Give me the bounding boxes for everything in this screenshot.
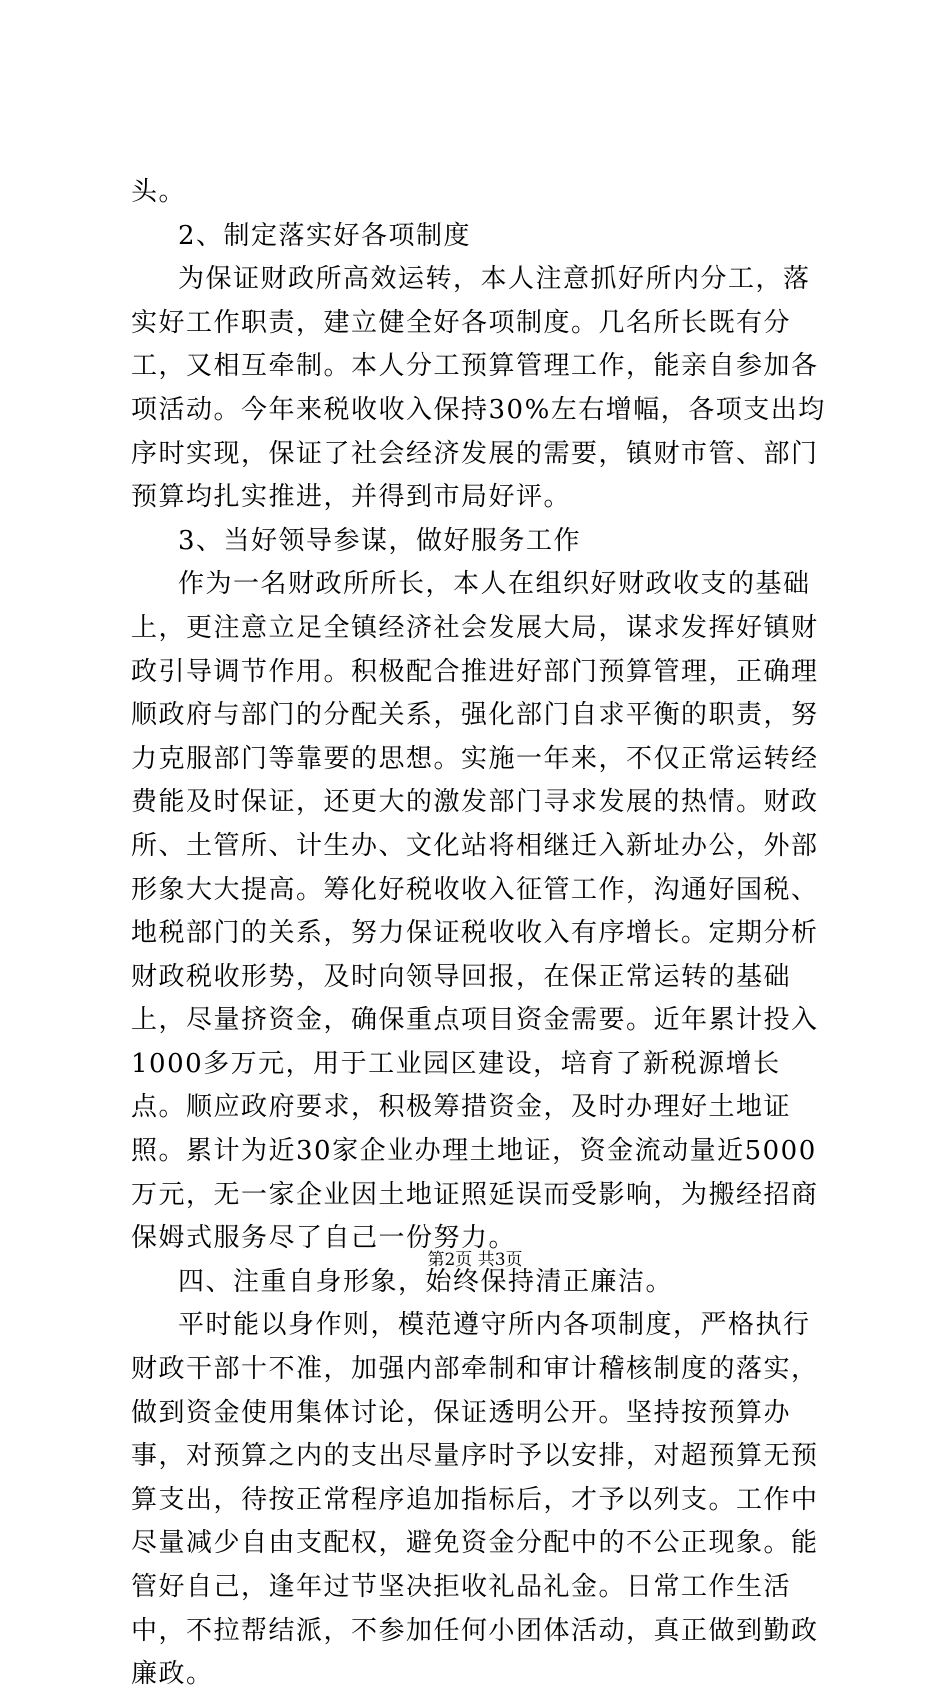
section-heading-2: 2、制定落实好各项制度 — [178, 220, 472, 251]
paragraph-integrity: 平时能以身作则，模范遵守所内各项制度，严格执行财政干部十不准，加强内部牵制和审计稽核制度的落实，做到资金使用集体讨论，保证透明公开。坚持按预算办事，对预算之内的支出尽量序时予以安排，对超预算无预算支出，待按正常程序追加指标后，才予以列支。工作中尽量减少自由支配权，避免资金分配中的不公正现象。能管好自己，逢年过节坚决拒收礼品礼金。日常工作生活中，不拉帮结派，不参加任何小团体活动，真正做到勤政廉政。 — [131, 1310, 819, 1690]
paragraph-continuation: 头。 — [131, 177, 187, 207]
paragraph-service: 作为一名财政所所长，本人在组织好财政收支的基础上，更注意立足全镇经济社会发展大局，谋求发挥好镇财政引导调节作用。积极配合推进好部门预算管理，正确理顺政府与部门的分配关系，强化部门自求平衡的职责，努力克服部门等靠要的思想。实施一年来，不仅正常运转经费能及时保证，还更大的激发部门寻求发展的热情。财政所、土管所、计生办、文化站将相继迁入新址办公，外部形象大大提高。筹化好税收收入征管工作，沟通好国税、地税部门的关系，努力保证税收收入有序增长。定期分析财政税收形势，及时向领导回报，在保正常运转的基础上，尽量挤资金，确保重点项目资金需要。近年累计投入1000多万元，用于工业园区建设，培育了新税源增长点。顺应政府要求，积极筹措资金，及时办理好土地证照。累计为近30家企业办理土地证，资金流动量近5000万元，无一家企业因土地证照延误而受影响，为搬经招商保姆式服务尽了自己一份努力。 — [131, 569, 819, 1254]
paragraph-rules: 为保证财政所高效运转，本人注意抓好所内分工，落实好工作职责，建立健全好各项制度。几名所长既有分工，又相互牵制。本人分工预算管理工作，能亲自参加各项活动。今年来税收收入保持30%左右增幅，各项支出均序时实现，保证了社会经济发展的需要，镇财市管、部门预算均扎实推进，并得到市局好评。 — [131, 264, 826, 513]
page-footer: 第2页 共3页 — [427, 1250, 523, 1270]
document-body — [131, 171, 833, 1697]
section-heading-3: 3、当好领导参谋，做好服务工作 — [178, 525, 582, 556]
section-heading-4: 四、注重自身形象，始终保持清正廉洁。 — [178, 1266, 674, 1297]
